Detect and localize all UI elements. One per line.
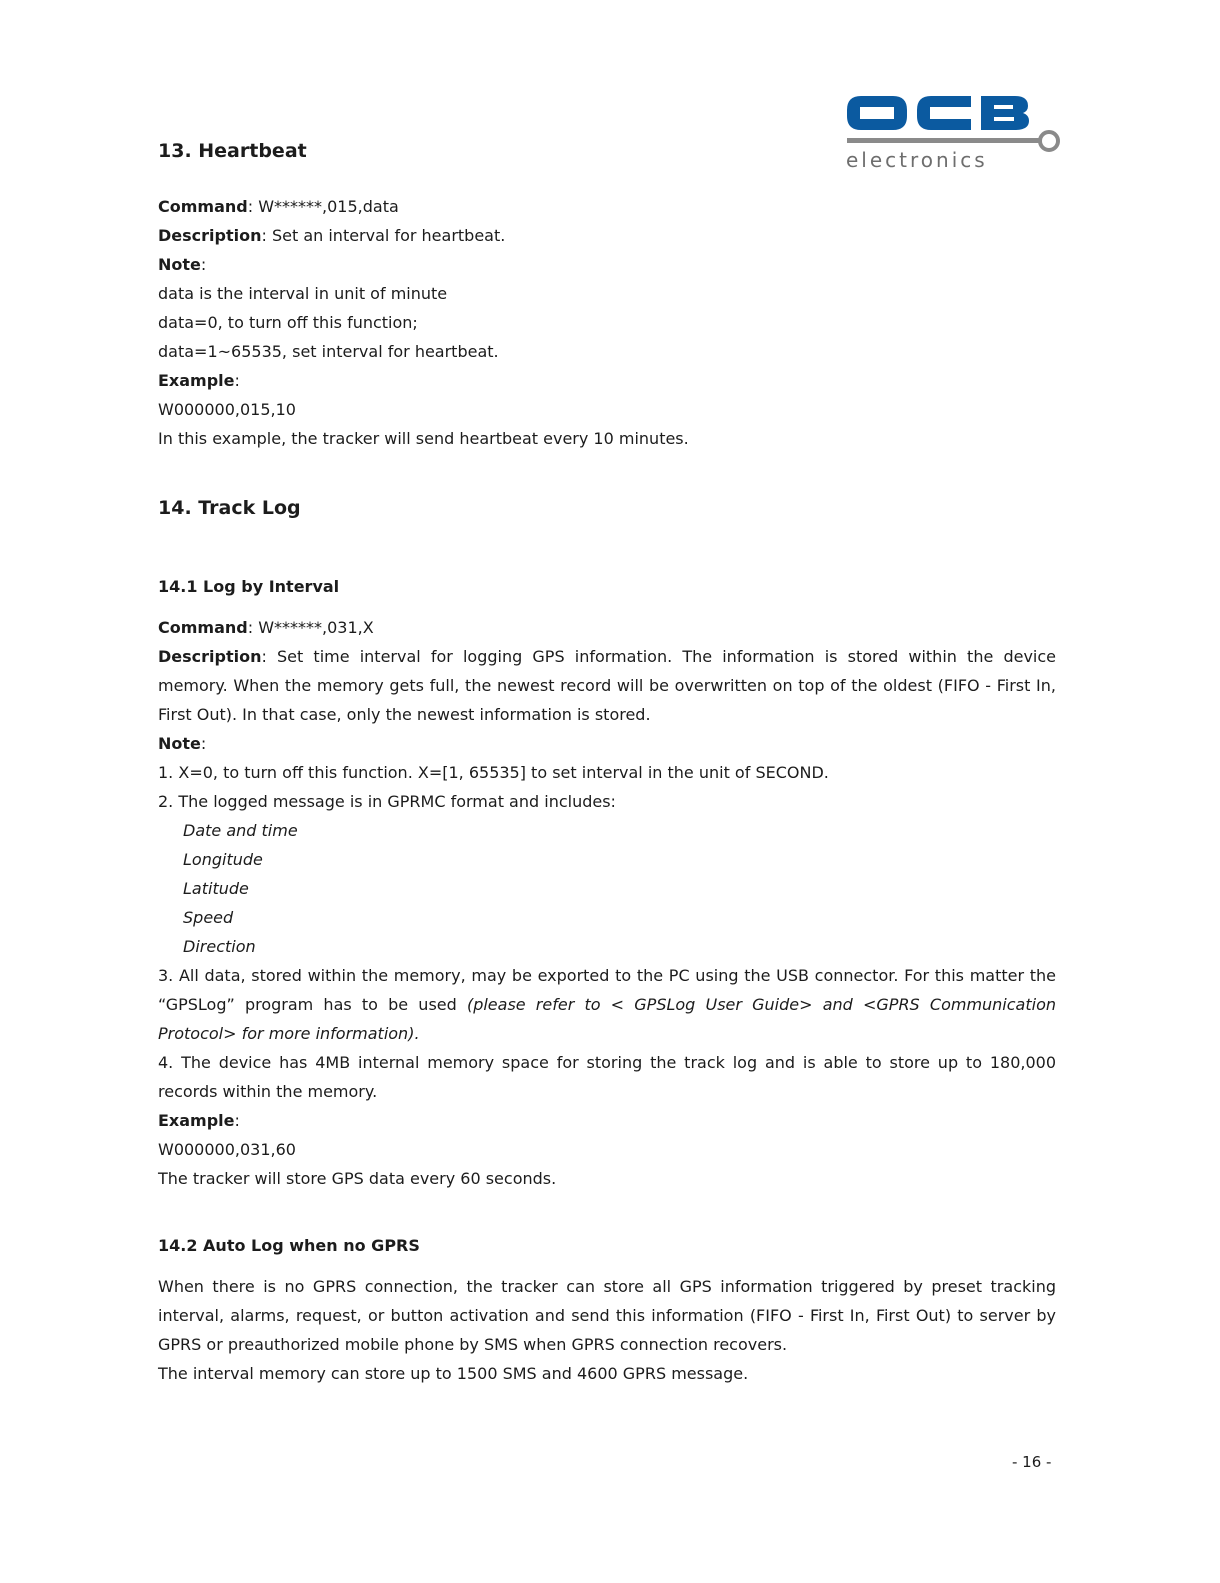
description-line: Description: Set an interval for heartbeat. xyxy=(158,226,506,245)
paragraph: When there is no GPRS connection, the tracker can store all GPS information triggered by preset tracking interval, alarms, request, or button activation and send this information (FIFO - First In, First Out) to server by GPRS or preauthorized mobile phone by SMS when GPRS connection recovers. xyxy=(158,1277,1056,1354)
section-14-2-title: 14.2 Auto Log when no GPRS xyxy=(158,1236,420,1255)
section-14-title: 14. Track Log xyxy=(158,497,301,519)
note-item-3: 3. All data, stored within the memory, may be exported to the PC using the USB connector. For this matter the “GPSLog” program has to be used (please refer to < GPSLog User Guide> and <GPRS Communication Protocol> for more information). xyxy=(158,966,1057,1043)
note-item-1: 1. X=0, to turn off this function. X=[1, 65535] to set interval in the unit of SECOND. xyxy=(158,763,829,782)
example-text: The tracker will store GPS data every 60 seconds. xyxy=(158,1169,557,1188)
svg-text:electronics: electronics xyxy=(846,148,988,172)
note-line: Note: xyxy=(158,255,207,274)
section-14-1-title: 14.1 Log by Interval xyxy=(158,577,340,596)
command-line: Command: W******,015,data xyxy=(158,197,399,216)
note-line: Note: xyxy=(158,734,207,753)
description-paragraph: Description: Set time interval for logging GPS information. The information is stored within the device memory. When the memory gets full, the newest record will be overwritten on top of the oldest (FIFO - First In, First Out). In that case, only the newest information is stored. xyxy=(158,647,1056,724)
field-item: Direction xyxy=(183,937,256,956)
note-text: data=0, to turn off this function; xyxy=(158,313,418,332)
example-code: W000000,015,10 xyxy=(158,400,296,419)
note-item-4: 4. The device has 4MB internal memory space for storing the track log and is able to store up to 180,000 records within the memory. xyxy=(158,1053,1056,1101)
ocb-electronics-logo xyxy=(843,92,1063,174)
section-13-title: 13. Heartbeat xyxy=(158,140,307,162)
example-line: Example: xyxy=(158,1111,240,1130)
field-item: Longitude xyxy=(183,850,263,869)
note-text: data is the interval in unit of minute xyxy=(158,284,448,303)
section-14-2-body xyxy=(158,1272,1056,1388)
command-line: Command: W******,031,X xyxy=(158,618,374,637)
paragraph: The interval memory can store up to 1500 SMS and 4600 GPRS message. xyxy=(158,1364,749,1383)
section-13-body xyxy=(158,192,1056,453)
example-text: In this example, the tracker will send heartbeat every 10 minutes. xyxy=(158,429,689,448)
section-14-1-body xyxy=(158,613,1056,1193)
note-text: data=1~65535, set interval for heartbeat. xyxy=(158,342,499,361)
example-line: Example: xyxy=(158,371,240,390)
field-item: Speed xyxy=(183,908,234,927)
field-item: Date and time xyxy=(183,821,298,840)
note-item-2: 2. The logged message is in GPRMC format and includes: xyxy=(158,792,616,811)
page-number: - 16 - xyxy=(1012,1453,1052,1471)
field-item: Latitude xyxy=(183,879,249,898)
example-code: W000000,031,60 xyxy=(158,1140,296,1159)
